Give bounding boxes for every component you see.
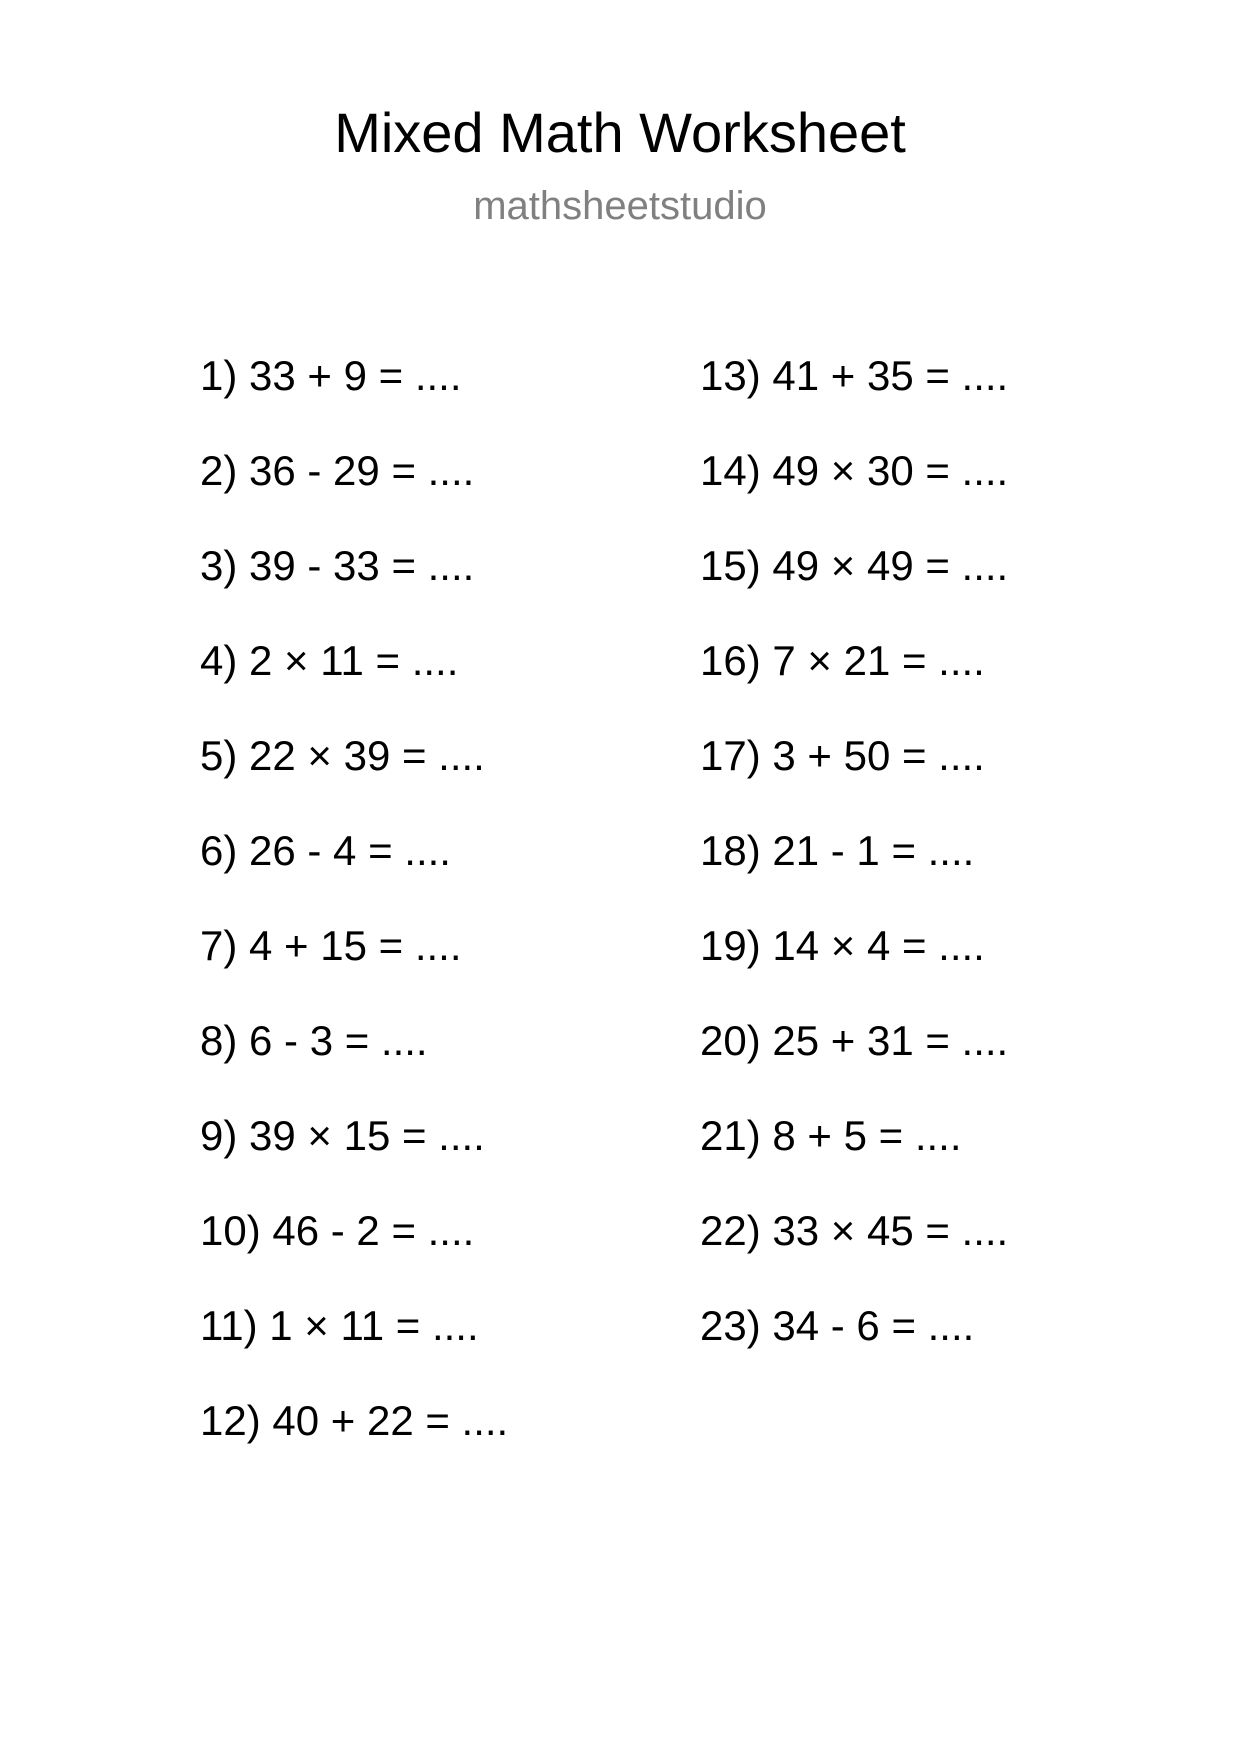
problem-item: 18) 21 - 1 = .... xyxy=(700,827,975,874)
problem-item: 14) 49 × 30 = .... xyxy=(700,447,1009,494)
problem-item: 6) 26 - 4 = .... xyxy=(200,827,451,874)
problem-item: 9) 39 × 15 = .... xyxy=(200,1112,485,1159)
problem-item: 23) 34 - 6 = .... xyxy=(700,1302,975,1349)
problem-item: 2) 36 - 29 = .... xyxy=(200,447,475,494)
problem-item: 1) 33 + 9 = .... xyxy=(200,352,462,399)
problem-item: 16) 7 × 21 = .... xyxy=(700,637,985,684)
worksheet-title: Mixed Math Worksheet xyxy=(334,101,906,164)
problem-item: 11) 1 × 11 = .... xyxy=(200,1302,479,1349)
problem-item: 17) 3 + 50 = .... xyxy=(700,732,985,779)
problem-item: 10) 46 - 2 = .... xyxy=(200,1207,475,1254)
problem-item: 15) 49 × 49 = .... xyxy=(700,542,1009,589)
problem-item: 20) 25 + 31 = .... xyxy=(700,1017,1009,1064)
problem-item: 22) 33 × 45 = .... xyxy=(700,1207,1009,1254)
problem-item: 3) 39 - 33 = .... xyxy=(200,542,475,589)
worksheet-subtitle: mathsheetstudio xyxy=(473,184,767,228)
problem-item: 21) 8 + 5 = .... xyxy=(700,1112,962,1159)
problem-item: 5) 22 × 39 = .... xyxy=(200,732,485,779)
problem-item: 7) 4 + 15 = .... xyxy=(200,922,462,969)
problem-item: 13) 41 + 35 = .... xyxy=(700,352,1009,399)
problem-item: 4) 2 × 11 = .... xyxy=(200,637,459,684)
problem-item: 8) 6 - 3 = .... xyxy=(200,1017,428,1064)
problem-item: 19) 14 × 4 = .... xyxy=(700,922,985,969)
problem-item: 12) 40 + 22 = .... xyxy=(200,1397,509,1444)
problems-list xyxy=(200,346,1100,1486)
